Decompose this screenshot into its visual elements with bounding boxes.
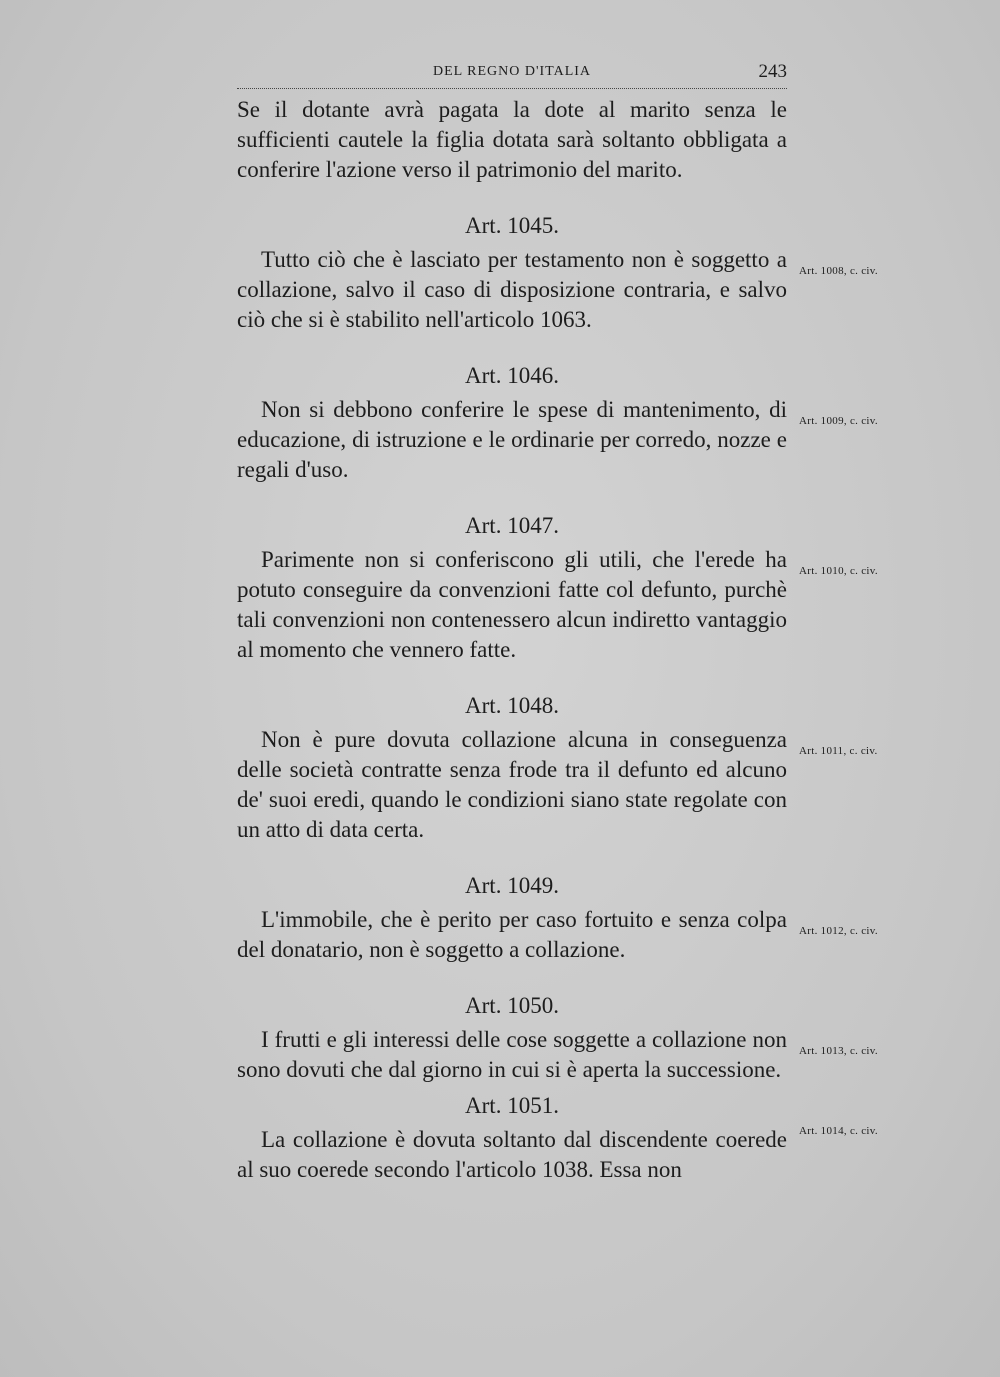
margin-reference: Art. 1008, c. civ. — [799, 265, 878, 277]
page-body — [237, 95, 878, 1185]
article-heading: Art. 1050. — [465, 993, 559, 1018]
margin-reference: Art. 1012, c. civ. — [799, 925, 878, 937]
article-1047 — [237, 511, 878, 665]
article-text: Parimente non si conferiscono gli utili, che l'erede ha potuto conseguire da convenzioni fatte col defunto, purchè tali convenzioni non contenessero alcun indiretto vantaggio al momento che vennero fatte. — [237, 547, 787, 662]
article-text: La collazione è dovuta soltanto dal discendente coerede al suo coerede secondo l'articolo 1038. Essa non — [237, 1127, 787, 1182]
article-1046 — [237, 361, 878, 485]
margin-reference: Art. 1011, c. civ. — [799, 745, 878, 757]
margin-reference: Art. 1013, c. civ. — [799, 1045, 878, 1057]
article-1048 — [237, 691, 878, 845]
running-title: DEL REGNO D'ITALIA — [432, 64, 592, 79]
article-1050 — [237, 991, 878, 1085]
page-number: 243 — [758, 61, 787, 82]
article-text: I frutti e gli interessi delle cose soggette a collazione non sono dovuti che dal giorno in cui si è aperta la successione. — [237, 1027, 787, 1082]
article-text: Non è pure dovuta collazione alcuna in conseguenza delle società contratte senza frode tra il defunto ed alcuno de' suoi eredi, quando le condizioni siano state regolate con un atto di data certa. — [237, 727, 787, 842]
article-heading: Art. 1046. — [465, 363, 559, 388]
article-text: Tutto ciò che è lasciato per testamento non è soggetto a collazione, salvo il caso di disposizione contraria, e salvo ciò che si è stabilito nell'articolo 1063. — [237, 247, 787, 332]
article-heading: Art. 1048. — [465, 693, 559, 718]
article-1049 — [237, 871, 878, 965]
margin-reference: Art. 1009, c. civ. — [799, 415, 878, 427]
article-heading: Art. 1051. — [465, 1093, 559, 1118]
article-1045 — [237, 211, 878, 335]
article-text: Non si debbono conferire le spese di mantenimento, di educazione, di istruzione e le ordinarie per corredo, nozze e regali d'uso. — [237, 397, 787, 482]
article-heading: Art. 1047. — [465, 513, 559, 538]
article-text: L'immobile, che è perito per caso fortuito e senza colpa del donatario, non è soggetto a collazione. — [237, 907, 787, 962]
article-heading: Art. 1049. — [465, 873, 559, 898]
page-header — [237, 62, 787, 86]
article-1051 — [237, 1091, 878, 1185]
margin-reference: Art. 1010, c. civ. — [799, 565, 878, 577]
article-heading: Art. 1045. — [465, 213, 559, 238]
margin-reference: Art. 1014, c. civ. — [799, 1125, 878, 1137]
intro-paragraph: Se il dotante avrà pagata la dote al marito senza le sufficienti cautele la figlia dotata sarà soltanto obbligata a conferire l'azione verso il patrimonio del marito. — [237, 97, 787, 182]
header-rule — [237, 88, 787, 89]
